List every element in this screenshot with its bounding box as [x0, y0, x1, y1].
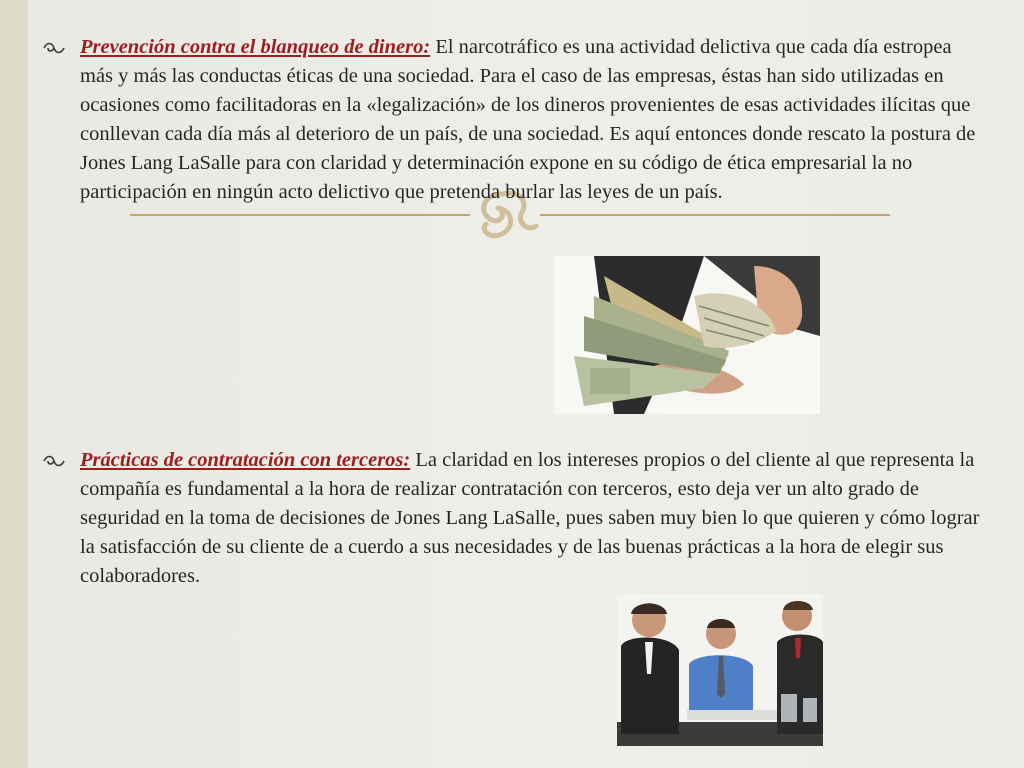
- title-divider-right: [540, 214, 890, 216]
- money-photo: [554, 256, 820, 414]
- bullet-money-laundering: [52, 33, 982, 207]
- meeting-photo: [617, 594, 823, 746]
- scroll-bullet-icon: [42, 41, 68, 55]
- bullet-title: Prácticas de contratación con terceros:: [80, 449, 411, 471]
- scroll-bullet-icon: [42, 454, 68, 468]
- title-divider-left: [130, 214, 470, 216]
- bullet-paragraph: [52, 33, 982, 207]
- bullet-third-party-hiring: [52, 446, 982, 591]
- bullet-paragraph: [52, 446, 982, 591]
- bullet-text: El narcotráfico es una actividad delictiva que cada día estropea más y más las conductas éticas de una sociedad. Para el caso de las empresas, éstas han sido utilizadas en ocasiones como facilitadoras en la «legalización» de los dineros provenientes de esas actividades ilícitas que conllevan cada día más al deterioro de un país, de una sociedad. Es aquí entonces donde rescato la postura de Jones Lang LaSalle para con claridad y determinación expone en su código de ética empresarial la no participación en ningún acto delictivo que pretenda burlar las leyes de un país.: [80, 36, 976, 203]
- bullet-text: La claridad en los intereses propios o del cliente al que representa la compañía es fundamental a la hora de realizar contratación con terceros, esto deja ver un alto grado de seguridad en la toma de decisiones de Jones Lang LaSalle, pues saben muy bien lo que quieren y cómo lograr la satisfacción de su cliente de a cuerdo a sus necesidades y de las buenas prácticas a la hora de elegir sus colaboradores.: [80, 449, 980, 587]
- bullet-title: Prevención contra el blanqueo de dinero:: [80, 36, 431, 58]
